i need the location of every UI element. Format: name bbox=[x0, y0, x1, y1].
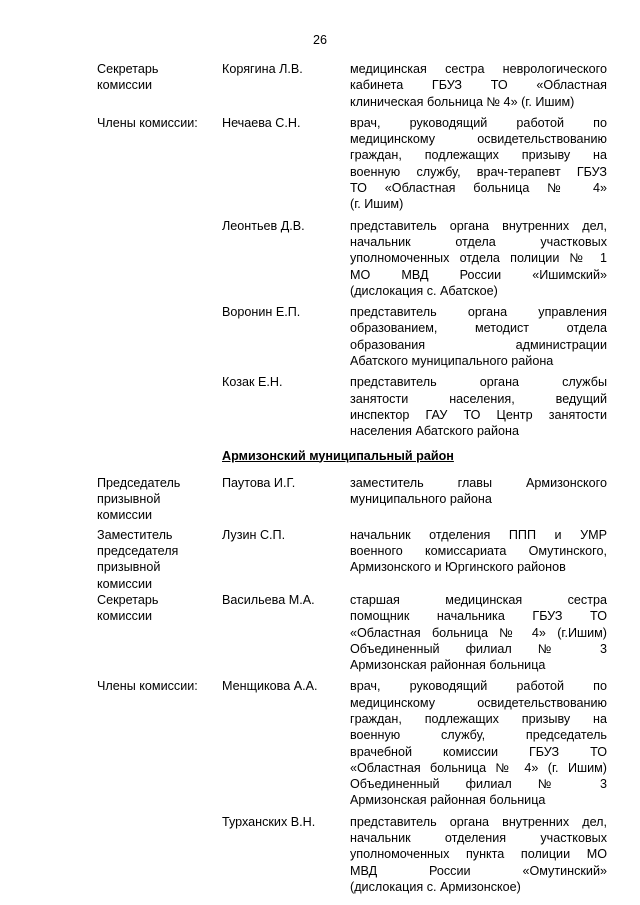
member-position bbox=[350, 592, 607, 673]
position-line: медицинскому освидетельствованию bbox=[350, 695, 607, 710]
commission-entry bbox=[97, 304, 607, 369]
position-line: Армизонская районная больница bbox=[350, 658, 546, 673]
member-position bbox=[350, 61, 607, 110]
position-line: представитель органа службы bbox=[350, 375, 607, 390]
position-line: (дислокация с. Армизонское) bbox=[350, 879, 521, 894]
position-line: «Областная больница № 4» (г. Ишим) bbox=[350, 760, 607, 775]
role-line: Заместитель bbox=[97, 527, 173, 542]
position-line: образованием, методист отдела bbox=[350, 321, 607, 336]
role-line: призывной bbox=[97, 560, 161, 575]
commission-list bbox=[97, 61, 607, 895]
position-line: кабинета ГБУЗ ТО «Областная bbox=[350, 78, 607, 93]
position-line: военную службу, врач-терапевт ГБУЗ bbox=[350, 164, 607, 179]
position-line: (г. Ишим) bbox=[350, 197, 404, 212]
position-line: начальник отделения ППП и УМР bbox=[350, 527, 607, 542]
member-name: Леонтьев Д.В. bbox=[222, 218, 305, 233]
commission-entry bbox=[97, 527, 607, 592]
member-position bbox=[350, 374, 607, 439]
role-line: Председатель bbox=[97, 475, 181, 490]
position-line: (дислокация с. Абатское) bbox=[350, 283, 498, 298]
role-line: Секретарь bbox=[97, 62, 159, 76]
position-line: старшая медицинская сестра bbox=[350, 592, 607, 607]
member-name: Турханских В.Н. bbox=[222, 814, 316, 829]
member-name: Паутова И.Г. bbox=[222, 475, 296, 490]
position-line: Объединенный филиал № 3 bbox=[350, 777, 607, 792]
commission-entry bbox=[97, 374, 607, 439]
position-line: медицинскому освидетельствованию bbox=[350, 132, 607, 147]
position-line: Армизонская районная больница bbox=[350, 793, 546, 808]
member-name: Козак Е.Н. bbox=[222, 375, 283, 390]
member-name: Менщикова А.А. bbox=[222, 679, 318, 694]
position-line: инспектор ГАУ ТО Центр занятости bbox=[350, 407, 607, 422]
role-line: Секретарь bbox=[97, 592, 159, 607]
role-line: Члены комиссии: bbox=[97, 115, 198, 130]
position-line: МО МВД России «Ишимский» bbox=[350, 267, 607, 282]
position-line: клиническая больница № 4» (г. Ишим) bbox=[350, 94, 575, 109]
role-cell bbox=[97, 592, 222, 625]
position-line: военную службу, председатель bbox=[350, 728, 607, 743]
member-name: Корягина Л.В. bbox=[222, 62, 303, 76]
position-line: помощник начальника ГБУЗ ТО bbox=[350, 609, 607, 624]
position-line: граждан, подлежащих призыву на bbox=[350, 148, 607, 163]
position-line: начальник отдела участковых bbox=[350, 234, 607, 249]
commission-entry bbox=[97, 61, 607, 110]
role-line: Члены комиссии: bbox=[97, 679, 198, 694]
role-cell bbox=[97, 475, 222, 524]
commission-entry bbox=[97, 678, 607, 808]
commission-entry bbox=[97, 814, 607, 895]
commission-entry bbox=[97, 115, 607, 213]
position-line: «Областная больница № 4» (г.Ишим) bbox=[350, 625, 607, 640]
position-line: Объединенный филиал № 3 bbox=[350, 641, 607, 656]
position-line: ТО «Областная больница № 4» bbox=[350, 181, 607, 196]
position-line: представитель органа управления bbox=[350, 305, 607, 320]
member-position bbox=[350, 527, 607, 576]
position-line: уполномоченных пункта полиции МО bbox=[350, 847, 607, 862]
position-line: граждан, подлежащих призыву на bbox=[350, 711, 607, 726]
position-line: врачебной комиссии ГБУЗ ТО bbox=[350, 744, 607, 759]
role-line: председателя bbox=[97, 544, 179, 559]
member-position bbox=[350, 475, 607, 508]
member-position bbox=[350, 304, 607, 369]
position-line: Абатского муниципального района bbox=[350, 354, 554, 369]
role-line: комиссии bbox=[97, 78, 153, 93]
member-position bbox=[350, 115, 607, 213]
position-line: уполномоченных отдела полиции № 1 bbox=[350, 251, 607, 266]
role-cell bbox=[97, 115, 222, 131]
position-line: Армизонского и Юргинского районов bbox=[350, 560, 566, 575]
position-line: врач, руководящий работой по bbox=[350, 115, 607, 130]
role-cell bbox=[97, 527, 222, 592]
member-position bbox=[350, 218, 607, 299]
position-line: заместитель главы Армизонского bbox=[350, 475, 607, 490]
position-line: населения Абатского района bbox=[350, 424, 519, 439]
position-line: занятости населения, ведущий bbox=[350, 391, 607, 406]
role-line: призывной bbox=[97, 492, 161, 507]
position-line: образования администрации bbox=[350, 337, 607, 352]
position-line: начальник отделения участковых bbox=[350, 831, 607, 846]
role-line: комиссии bbox=[97, 609, 153, 624]
member-name: Воронин Е.П. bbox=[222, 305, 301, 320]
member-name: Васильева М.А. bbox=[222, 592, 315, 607]
position-line: военного комиссариата Омутинского, bbox=[350, 544, 607, 559]
position-line: медицинская сестра неврологического bbox=[350, 62, 607, 76]
commission-entry bbox=[97, 475, 607, 524]
position-line: представитель органа внутренних дел, bbox=[350, 814, 607, 829]
role-line: комиссии bbox=[97, 576, 153, 591]
position-line: представитель органа внутренних дел, bbox=[350, 218, 607, 233]
member-position bbox=[350, 678, 607, 808]
page-number: 26 bbox=[312, 33, 327, 47]
position-line: МВД России «Омутинский» bbox=[350, 863, 607, 878]
role-line: комиссии bbox=[97, 508, 153, 523]
member-position bbox=[350, 814, 607, 895]
member-name: Нечаева С.Н. bbox=[222, 115, 301, 130]
section-heading: Армизонский муниципальный район bbox=[222, 448, 454, 463]
commission-entry bbox=[97, 218, 607, 299]
member-name: Лузин С.П. bbox=[222, 527, 286, 542]
role-cell bbox=[97, 678, 222, 694]
position-line: врач, руководящий работой по bbox=[350, 679, 607, 694]
position-line: муниципального района bbox=[350, 492, 492, 507]
role-cell bbox=[97, 61, 222, 94]
commission-entry bbox=[97, 592, 607, 673]
